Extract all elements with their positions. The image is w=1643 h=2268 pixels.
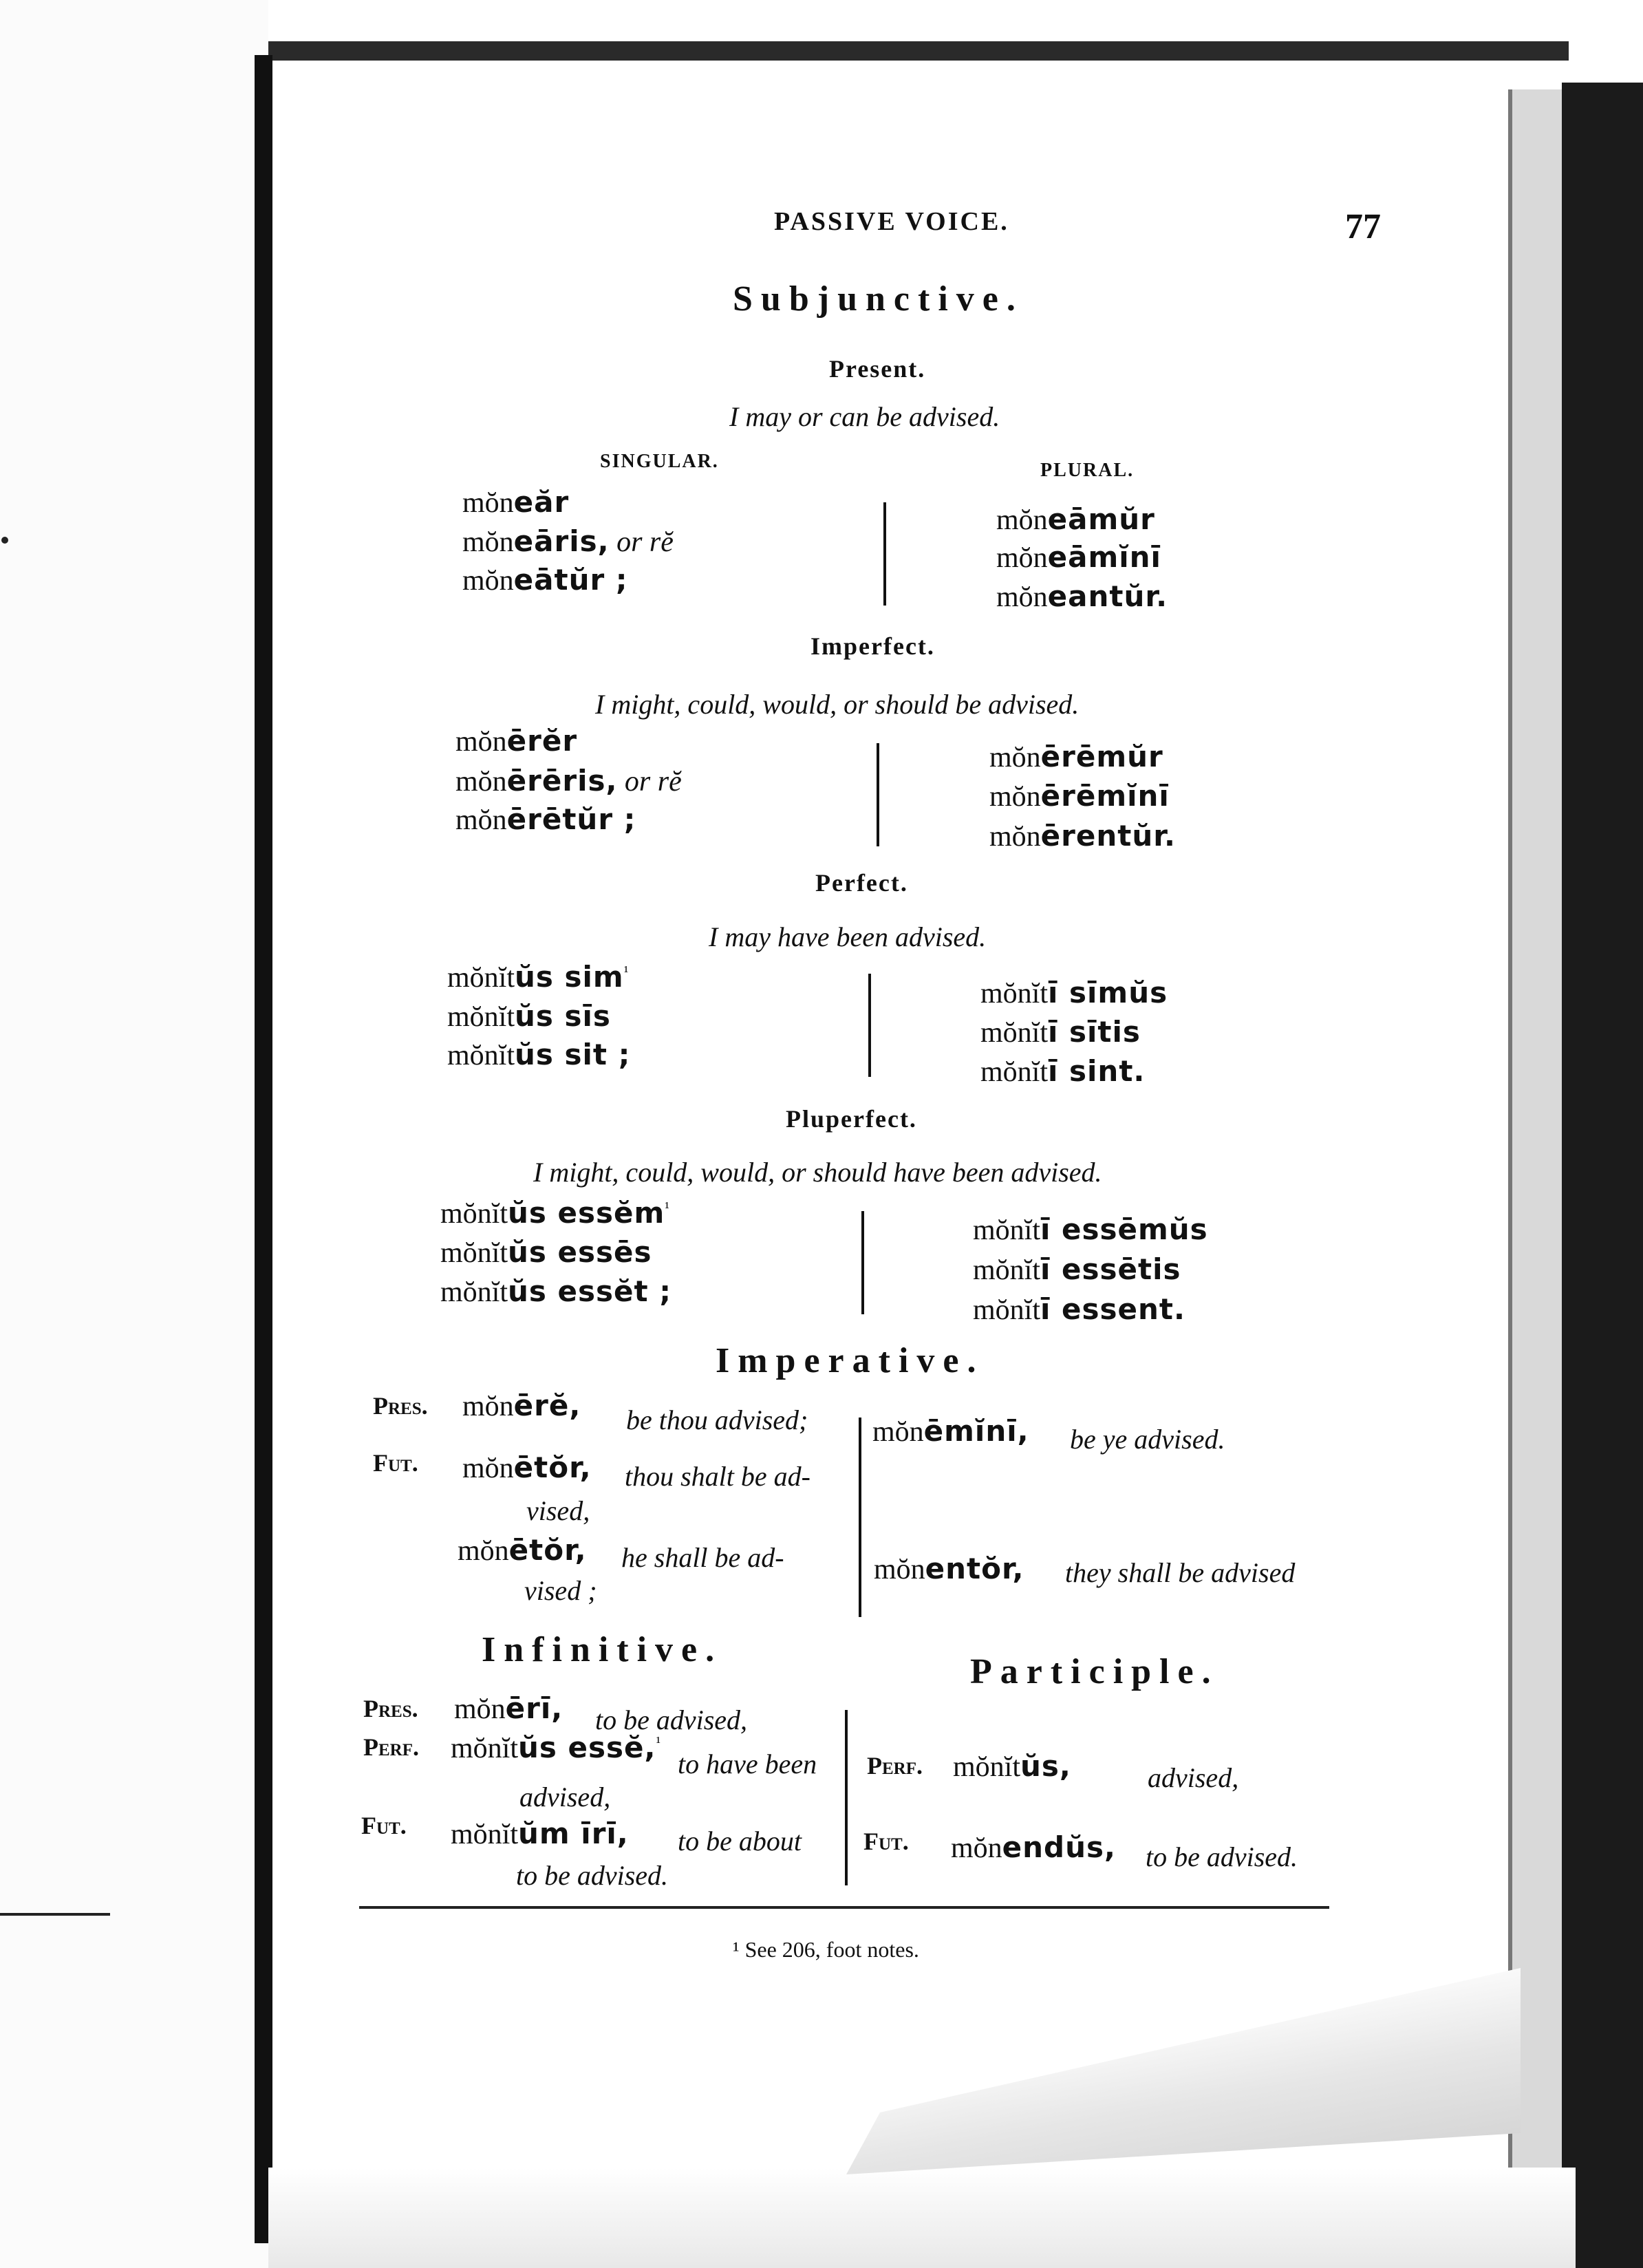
- footnote-rule: [359, 1906, 1329, 1909]
- perfect-sg-3: mŏnĭtŭs sit ;: [447, 1038, 631, 1071]
- imperfect-label: Imperfect.: [810, 632, 935, 660]
- scan-border: [1562, 83, 1643, 2268]
- infinitive-pres-form: mŏnērī,: [454, 1691, 563, 1725]
- perfect-pl-1: mŏnĭtī sīmŭs: [980, 976, 1168, 1009]
- left-page: [0, 0, 268, 2268]
- pluperfect-pl-3: mŏnĭtī essent.: [973, 1292, 1185, 1326]
- column-divider: [868, 974, 871, 1077]
- imperfect-sg-3: mŏnērētŭr ;: [455, 802, 636, 836]
- pluperfect-sg-2: mŏnĭtŭs essēs: [440, 1235, 652, 1269]
- infinitive-pres-translation: to be advised,: [595, 1704, 748, 1735]
- infinitive-perf-form: mŏnĭtŭs essĕ,$^{^1}$: [451, 1731, 661, 1764]
- column-divider: [859, 1418, 861, 1617]
- participle-perf-label: Perf.: [867, 1752, 923, 1779]
- present-sg-2: mŏneāris, or rĕ: [462, 524, 674, 558]
- footnote: ¹ See 206, foot notes.: [733, 1937, 919, 1962]
- folded-corner: [846, 1968, 1521, 2174]
- perfect-pl-2: mŏnĭtī sītis: [980, 1015, 1141, 1049]
- perfect-label: Perfect.: [815, 869, 908, 897]
- column-divider: [861, 1211, 864, 1314]
- imperative-fut-plural-translation: they shall be advised: [1065, 1557, 1296, 1588]
- book-spine: [255, 55, 272, 2243]
- imperative-fut-label: Fut.: [373, 1449, 418, 1477]
- pluperfect-translation: I might, could, would, or should have been advised.: [533, 1157, 1102, 1188]
- present-translation: I may or can be advised.: [729, 401, 1000, 432]
- imperative-fut-translation-1a: thou shalt be ad-: [625, 1461, 810, 1492]
- present-pl-3: mŏneantŭr.: [996, 579, 1168, 613]
- infinitive-pres-label: Pres.: [363, 1695, 418, 1722]
- imperative-pres-plural: mŏnēmĭnī,: [872, 1414, 1029, 1448]
- pluperfect-pl-2: mŏnĭtī essētis: [973, 1252, 1181, 1286]
- perfect-pl-3: mŏnĭtī sint.: [980, 1054, 1146, 1088]
- page-number: 77: [1345, 207, 1381, 246]
- pluperfect-pl-1: mŏnĭtī essēmŭs: [973, 1212, 1208, 1246]
- top-edge: [268, 41, 1569, 61]
- infinitive-fut-label: Fut.: [361, 1812, 407, 1839]
- infinitive-perf-translation-a: to have been: [678, 1748, 817, 1779]
- imperative-pres-translation: be thou advised;: [626, 1404, 808, 1435]
- column-divider: [877, 743, 879, 846]
- plural-heading: PLURAL.: [1040, 460, 1135, 481]
- imperative-fut-form-1: mŏnētŏr,: [462, 1451, 592, 1484]
- present-sg-1: mŏneăr: [462, 485, 570, 519]
- imperfect-pl-1: mŏnērēmŭr: [989, 740, 1163, 773]
- imperative-fut-translation-2b: vised ;: [524, 1575, 597, 1606]
- infinitive-title: Infinitive.: [482, 1630, 723, 1669]
- imperative-fut-translation-2a: he shall be ad-: [621, 1542, 784, 1573]
- left-page-rule: [0, 1913, 110, 1916]
- imperfect-sg-2: mŏnērēris, or rĕ: [455, 764, 682, 798]
- participle-title: Participle.: [970, 1652, 1219, 1691]
- infinitive-fut-translation-a: to be about: [678, 1826, 802, 1857]
- infinitive-perf-label: Perf.: [363, 1733, 419, 1761]
- column-divider: [883, 502, 886, 606]
- infinitive-perf-translation-b: advised,: [519, 1782, 611, 1812]
- column-divider: [845, 1710, 848, 1885]
- perfect-sg-2: mŏnĭtŭs sīs: [447, 999, 611, 1033]
- imperative-pres-form: mŏnērĕ,: [462, 1389, 581, 1422]
- imperative-title: Imperative.: [716, 1341, 985, 1380]
- imperfect-translation: I might, could, would, or should be advised.: [595, 689, 1080, 720]
- imperative-pres-plural-translation: be ye advised.: [1070, 1424, 1225, 1455]
- pluperfect-label: Pluperfect.: [786, 1105, 917, 1133]
- pluperfect-sg-3: mŏnĭtŭs essĕt ;: [440, 1274, 672, 1308]
- participle-perf-translation: advised,: [1148, 1762, 1239, 1793]
- participle-perf-form: mŏnĭtŭs,: [953, 1749, 1071, 1783]
- subjunctive-title: Subjunctive.: [733, 279, 1024, 319]
- imperative-fut-form-2: mŏnētŏr,: [458, 1533, 587, 1567]
- participle-fut-form: mŏnendŭs,: [951, 1830, 1116, 1864]
- present-label: Present.: [829, 355, 926, 383]
- imperfect-sg-1: mŏnērĕr: [455, 724, 578, 758]
- infinitive-fut-form: mŏnĭtŭm īrī,: [451, 1817, 629, 1850]
- imperative-pres-label: Pres.: [373, 1392, 428, 1420]
- participle-fut-label: Fut.: [863, 1828, 909, 1855]
- perfect-sg-1: mŏnĭtŭs sim$^{^1}$: [447, 960, 629, 994]
- running-header: PASSIVE VOICE.: [774, 207, 1009, 236]
- pluperfect-sg-1: mŏnĭtŭs essĕm$^{^1}$: [440, 1196, 669, 1230]
- participle-fut-translation: to be advised.: [1146, 1841, 1298, 1872]
- bottom-shadow: [268, 2168, 1576, 2268]
- imperative-fut-plural: mŏnentŏr,: [874, 1552, 1024, 1585]
- imperative-fut-translation-1b: vised,: [526, 1495, 590, 1526]
- present-sg-3: mŏneātŭr ;: [462, 563, 628, 597]
- page-edge: [1508, 89, 1567, 2223]
- left-page-mark: [1, 537, 8, 544]
- imperfect-pl-2: mŏnērēmĭnī: [989, 779, 1170, 813]
- infinitive-fut-translation-b: to be advised.: [516, 1860, 669, 1891]
- present-pl-2: mŏneāmĭnī: [996, 540, 1161, 574]
- present-pl-1: mŏneāmŭr: [996, 502, 1155, 536]
- imperfect-pl-3: mŏnērentŭr.: [989, 819, 1176, 853]
- singular-heading: SINGULAR.: [600, 451, 719, 472]
- perfect-translation: I may have been advised.: [709, 921, 987, 952]
